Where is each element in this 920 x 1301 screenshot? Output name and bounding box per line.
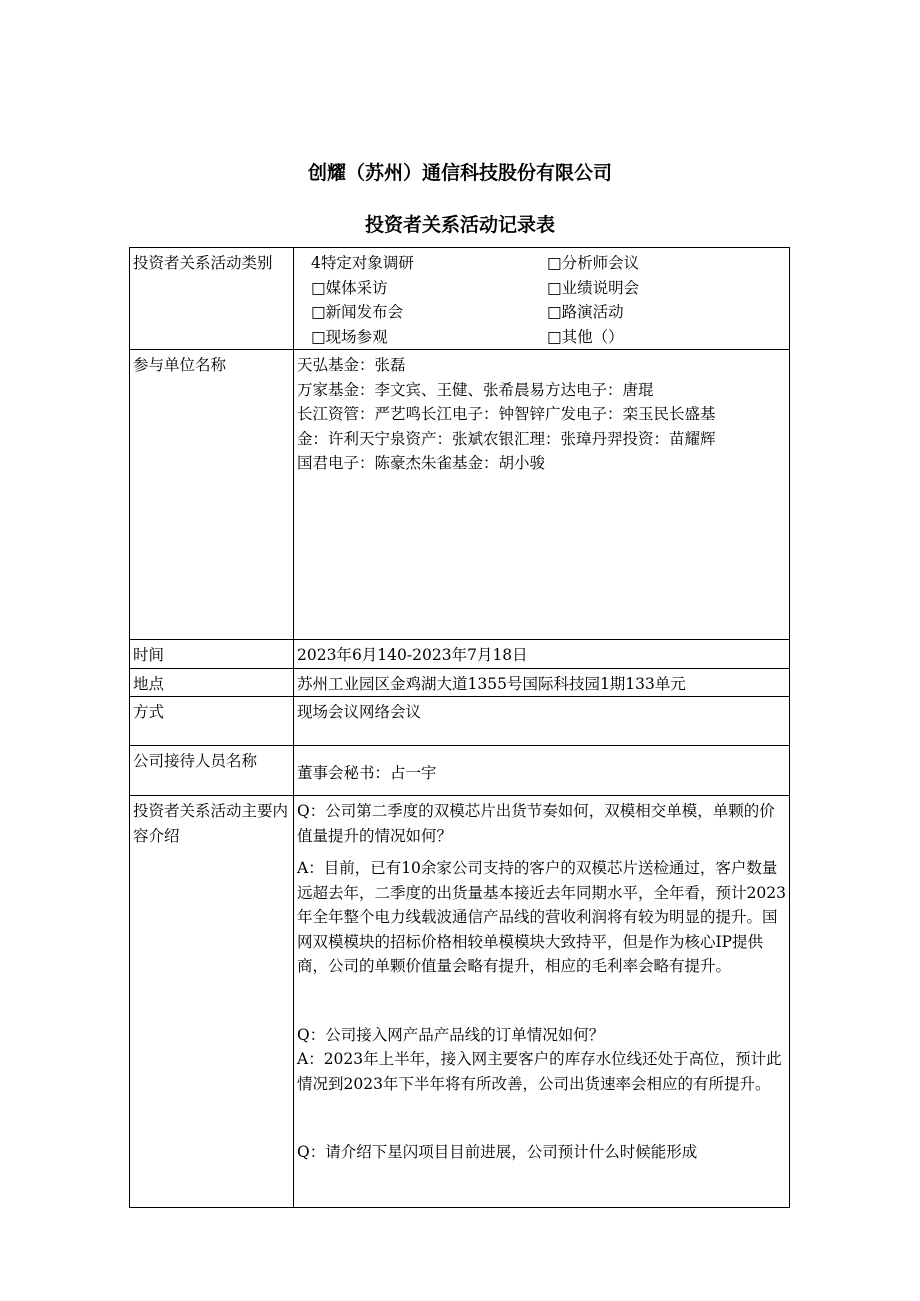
location-value: 苏州工业园区金鸡湖大道1355号国际科技园1期133单元 — [294, 668, 790, 697]
participant-line: 金：许利天宁泉资产：张斌农银汇理：张璋丹羿投资：苗耀辉 — [297, 429, 716, 448]
participant-line: 长江资管：严艺鸣长江电子：钟智锌广发电子：栾玉民长盛基 — [297, 405, 716, 423]
question-2: Q：公司接入网产品产品线的订单情况如何？ — [297, 1025, 605, 1044]
content-body — [294, 796, 790, 1208]
activity-type-options — [294, 248, 790, 350]
question-3: Q：请介绍下星闪项目目前进展，公司预计什么时候能形成 — [297, 1143, 698, 1161]
reception-value — [294, 746, 790, 796]
method-row — [130, 697, 790, 746]
question-1: Q：公司第二季度的双模芯片出货节奏如何，双模相交单模，单颗的价值量提升的情况如何？ — [297, 802, 775, 845]
participant-line: 天弘基金：张磊 — [297, 356, 406, 374]
document-title: 投资者关系活动记录表 — [364, 214, 555, 236]
company-name: 创耀（苏州）通信科技股份有限公司 — [307, 162, 612, 184]
option-site-visit: □现场参观 — [311, 327, 388, 346]
reception-row — [130, 746, 790, 796]
location-label: 地点 — [130, 668, 294, 697]
content-label: 投资者关系活动主要内容介绍 — [130, 796, 294, 1208]
option-other: □其他（） — [547, 327, 624, 346]
reception-person: 董事会秘书：占一宇 — [297, 763, 437, 782]
activity-type-row — [130, 248, 790, 350]
option-earnings-call: □业绩说明会 — [547, 278, 640, 297]
participants-label: 参与单位名称 — [130, 350, 294, 640]
reception-label: 公司接待人员名称 — [130, 746, 294, 796]
method-value: 现场会议网络会议 — [294, 697, 790, 746]
participants-row — [130, 350, 790, 640]
time-label: 时间 — [130, 640, 294, 669]
time-row — [130, 640, 790, 669]
option-media-interview: □媒体采访 — [311, 278, 388, 297]
participants-list — [294, 350, 790, 640]
location-row — [130, 668, 790, 697]
record-table — [129, 247, 790, 1208]
option-roadshow: □路演活动 — [547, 303, 624, 321]
participant-line: 国君电子：陈豪杰朱雀基金：胡小骏 — [297, 454, 546, 472]
answer-1: A：目前，已有10余家公司支持的客户的双模芯片送检通过，客户数量远超去年，二季度的出货量基本接近去年同期水平，全年看，预计2023年全年整个电力线载波通信产品线的营收利润将有较为明显的提升。国网双模模块的招标价格相较单模模块大致持平，但是作为核心IP提供商，公司的单颗价值量会略有提升，相应的毛利率会略有提升。 — [297, 859, 786, 975]
time-value: 2023年6月140-2023年7月18日 — [294, 640, 790, 669]
option-press-conference: □新闻发布会 — [311, 303, 404, 321]
option-analyst-meeting: □分析师会议 — [547, 254, 640, 272]
option-specific-research: 4特定对象调研 — [311, 254, 414, 272]
activity-type-label: 投资者关系活动类别 — [130, 248, 294, 350]
content-row — [130, 796, 790, 1208]
answer-2: A：2023年上半年，接入网主要客户的库存水位线还处于高位，预计此情况到2023年下半年将有所改善，公司出货速率会相应的有所提升。 — [297, 1050, 782, 1093]
method-label: 方式 — [130, 697, 294, 746]
participant-line: 万家基金：李文宾、王健、张希晨易方达电子：唐琨 — [297, 380, 654, 399]
